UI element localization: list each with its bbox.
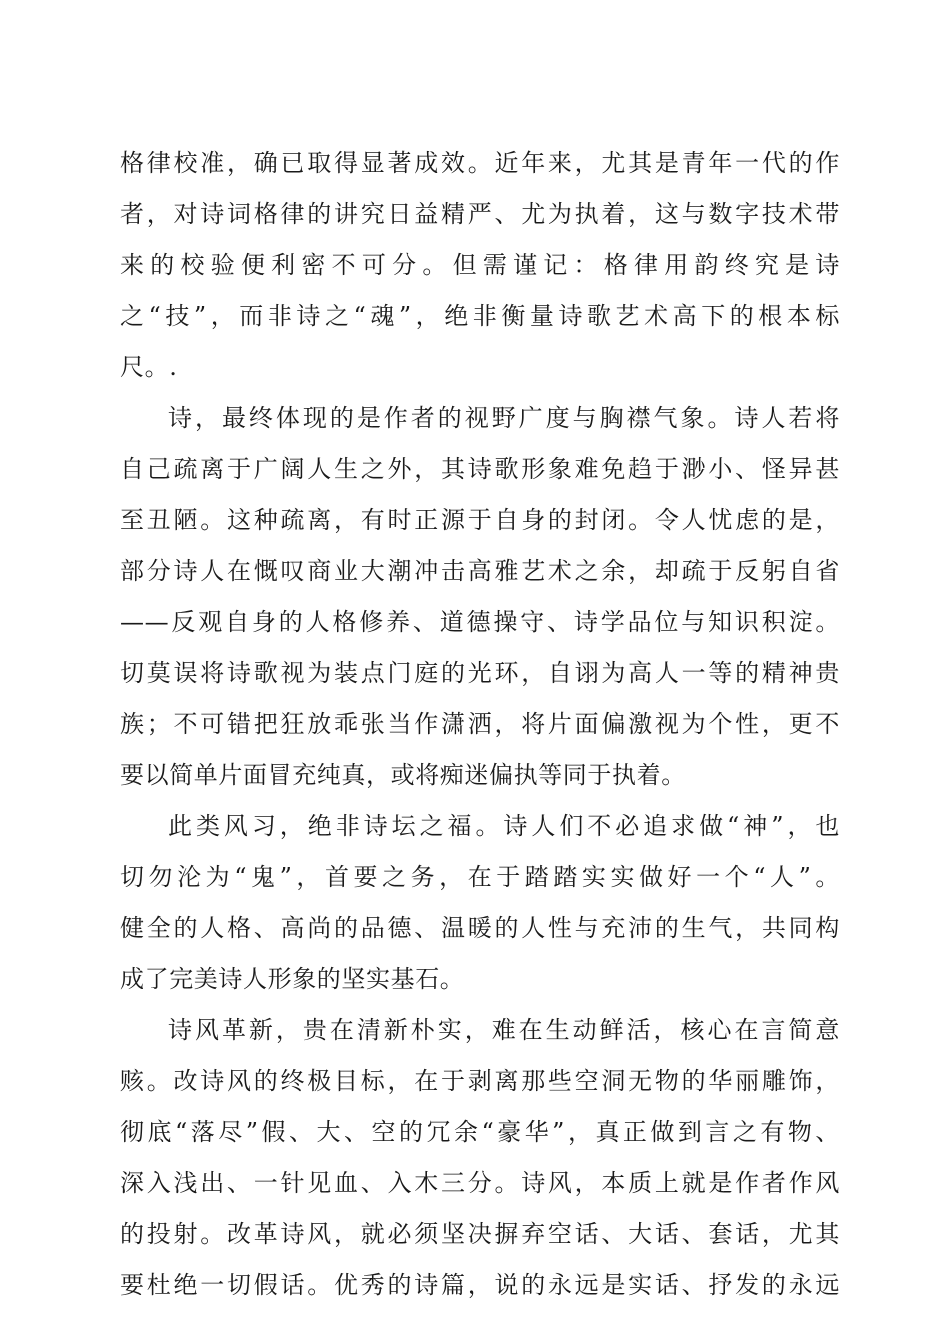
text-line: 之“技”，而非诗之“魂”，绝非衡量诗歌艺术高下的根本标: [120, 302, 840, 330]
text-line: 切勿沦为“鬼”，首要之务，在于踏踏实实做好一个“人”。: [120, 863, 840, 891]
text-line: 要以简单片面冒充纯真，或将痴迷偏执等同于执着。: [120, 761, 686, 789]
text-line: 尺。.: [120, 353, 178, 381]
text-line: 格律校准，确已取得显著成效。近年来，尤其是青年一代的作: [120, 149, 840, 177]
text-line: 者，对诗词格律的讲究日益精严、尤为执着，这与数字技术带: [120, 200, 840, 228]
text-line: 要杜绝一切假话。优秀的诗篇，说的永远是实话、抒发的永远: [120, 1271, 840, 1299]
text-line: ——反观自身的人格修养、道德操守、诗学品位与知识积淀。: [120, 608, 840, 636]
text-line: 彻底“落尽”假、大、空的冗余“豪华”，真正做到言之有物、: [120, 1118, 840, 1146]
text-line: 自己疏离于广阔人生之外，其诗歌形象难免趋于渺小、怪异甚: [120, 455, 840, 483]
text-line: 诗风革新，贵在清新朴实，难在生动鲜活，核心在言简意: [168, 1016, 840, 1044]
text-line: 至丑陋。这种疏离，有时正源于自身的封闭。令人忧虑的是，: [120, 506, 840, 534]
text-line: 成了完美诗人形象的坚实基石。: [120, 965, 465, 993]
text-line: 此类风习，绝非诗坛之福。诗人们不必追求做“神”，也: [168, 812, 840, 840]
text-line: 深入浅出、一针见血、入木三分。诗风，本质上就是作者作风: [120, 1169, 840, 1197]
text-line: 健全的人格、高尚的品德、温暖的人性与充沛的生气，共同构: [120, 914, 840, 942]
body-text: [120, 138, 840, 1311]
text-line: 切莫误将诗歌视为装点门庭的光环，自诩为高人一等的精神贵: [120, 659, 840, 687]
text-line: 族；不可错把狂放乖张当作潇洒，将片面偏激视为个性，更不: [120, 710, 840, 738]
text-line: 部分诗人在慨叹商业大潮冲击高雅艺术之余，却疏于反躬自省: [120, 557, 840, 585]
text-line: 赅。改诗风的终极目标，在于剥离那些空洞无物的华丽雕饰，: [120, 1067, 840, 1095]
text-line: 诗，最终体现的是作者的视野广度与胸襟气象。诗人若将: [168, 404, 840, 432]
text-line: 来的校验便利密不可分。但需谨记：格律用韵终究是诗: [120, 251, 840, 279]
text-line: 的投射。改革诗风，就必须坚决摒弃空话、大话、套话，尤其: [120, 1220, 840, 1248]
